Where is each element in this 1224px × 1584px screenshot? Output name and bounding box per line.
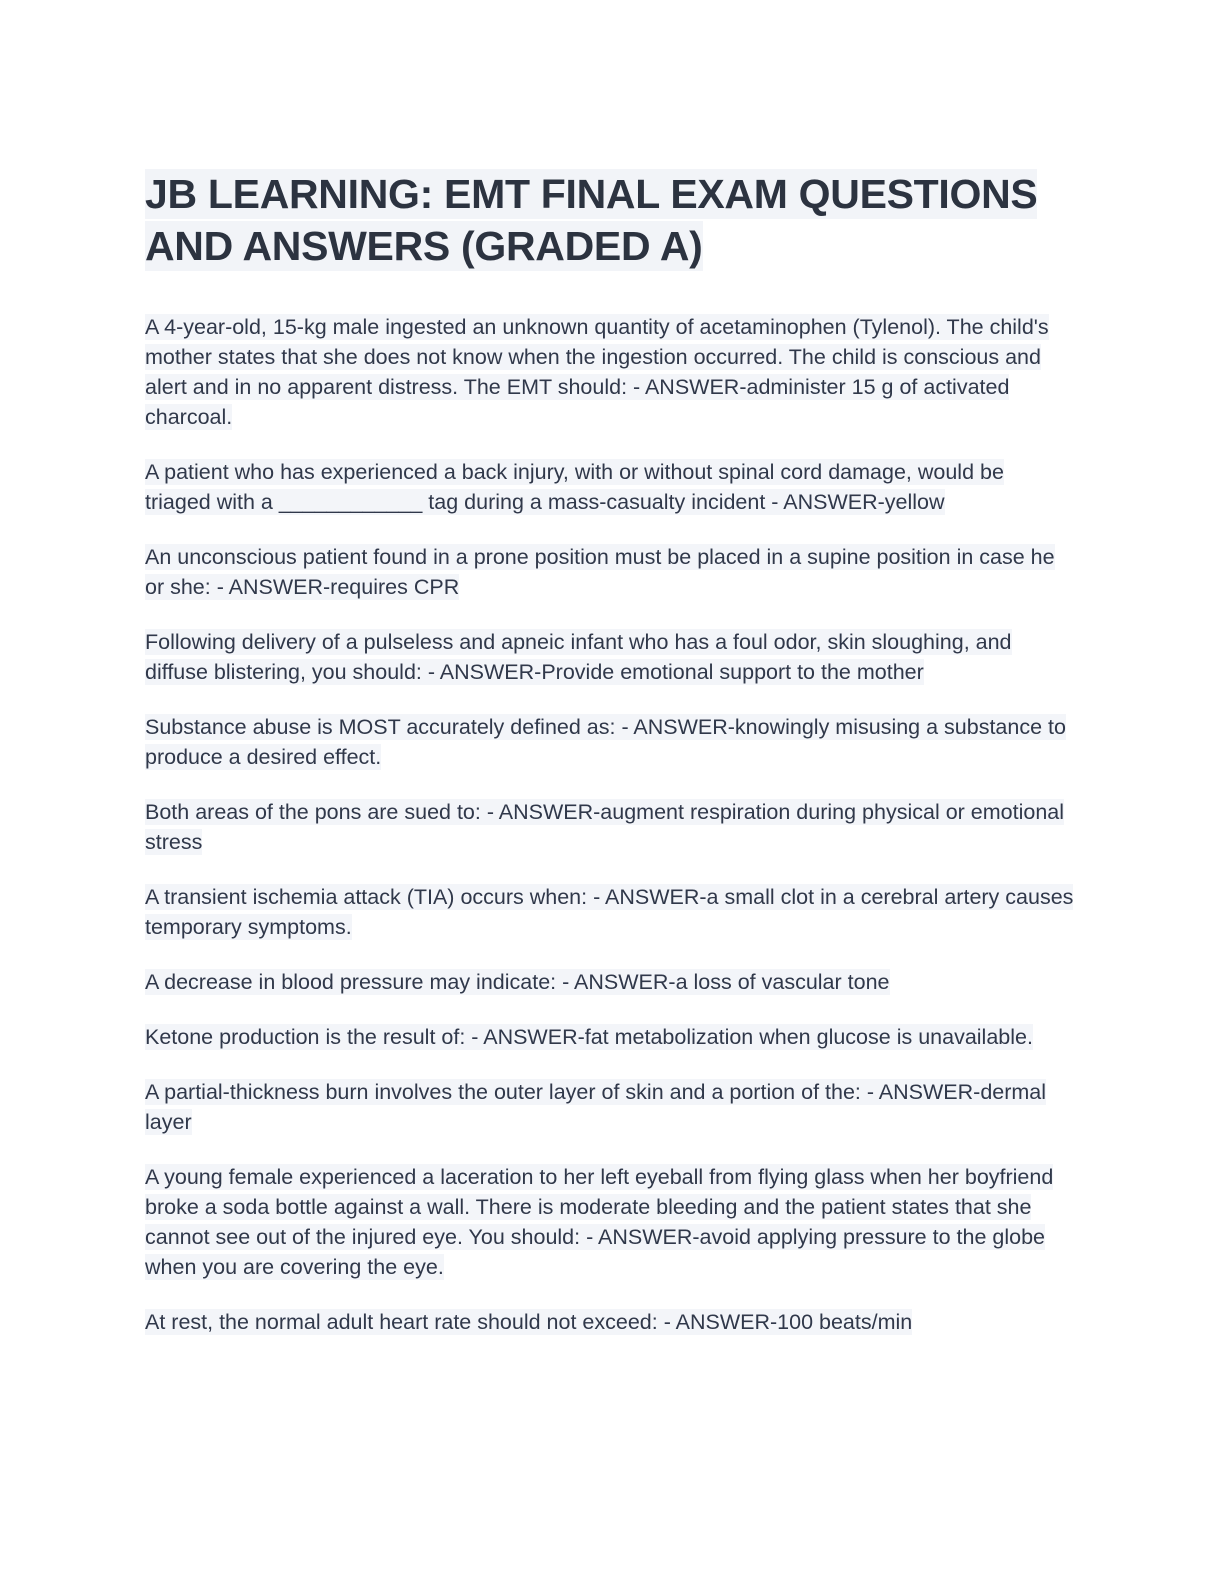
qa-entry-text: A patient who has experienced a back injury, with or without spinal cord damage, would be triaged with a ____________ tag during a mass-casualty incident - ANSWER-yellow	[145, 460, 1004, 514]
qa-entry-text: A 4-year-old, 15-kg male ingested an unknown quantity of acetaminophen (Tylenol). The child's mother states that she does not know when the ingestion occurred. The child is conscious and alert and in no apparent distress. The EMT should: - ANSWER-administer 15 g of activated charcoal.	[145, 315, 1049, 429]
qa-entry-text: A decrease in blood pressure may indicate: - ANSWER-a loss of vascular tone	[145, 970, 890, 994]
page-title-wrapper	[145, 168, 1074, 272]
qa-entry	[145, 627, 1074, 687]
qa-entry	[145, 457, 1074, 517]
qa-entry	[145, 312, 1074, 432]
qa-entry	[145, 797, 1074, 857]
qa-entry	[145, 1162, 1074, 1282]
qa-entry	[145, 712, 1074, 772]
qa-entry	[145, 1022, 1074, 1052]
qa-entry	[145, 967, 1074, 997]
qa-entry	[145, 882, 1074, 942]
qa-entry-text: Following delivery of a pulseless and apneic infant who has a foul odor, skin sloughing, and diffuse blistering, you should: - ANSWER-Provide emotional support to the mother	[145, 630, 1012, 684]
qa-list	[145, 312, 1074, 1337]
qa-entry-text: A partial-thickness burn involves the outer layer of skin and a portion of the: - ANSWER-dermal layer	[145, 1080, 1047, 1134]
qa-entry-text: Both areas of the pons are sued to: - ANSWER-augment respiration during physical or emotional stress	[145, 800, 1065, 854]
qa-entry-text: A young female experienced a laceration to her left eyeball from flying glass when her boyfriend broke a soda bottle against a wall. There is moderate bleeding and the patient states that she cannot see out of the injured eye. You should: - ANSWER-avoid applying pressure to the globe when you are covering the eye.	[145, 1165, 1054, 1279]
qa-entry-text: Ketone production is the result of: - ANSWER-fat metabolization when glucose is unavailable.	[145, 1025, 1033, 1049]
qa-entry-text: Substance abuse is MOST accurately defined as: - ANSWER-knowingly misusing a substance to produce a desired effect.	[145, 715, 1066, 769]
qa-entry	[145, 1077, 1074, 1137]
qa-entry-text: A transient ischemia attack (TIA) occurs when: - ANSWER-a small clot in a cerebral artery causes temporary symptoms.	[145, 885, 1074, 939]
qa-entry-text: At rest, the normal adult heart rate should not exceed: - ANSWER-100 beats/min	[145, 1310, 913, 1334]
qa-entry	[145, 1307, 1074, 1337]
qa-entry-text: An unconscious patient found in a prone position must be placed in a supine position in case he or she: - ANSWER-requires CPR	[145, 545, 1055, 599]
qa-entry	[145, 542, 1074, 602]
page-title: JB LEARNING: EMT FINAL EXAM QUESTIONS AND ANSWERS (GRADED A)	[145, 171, 1038, 269]
